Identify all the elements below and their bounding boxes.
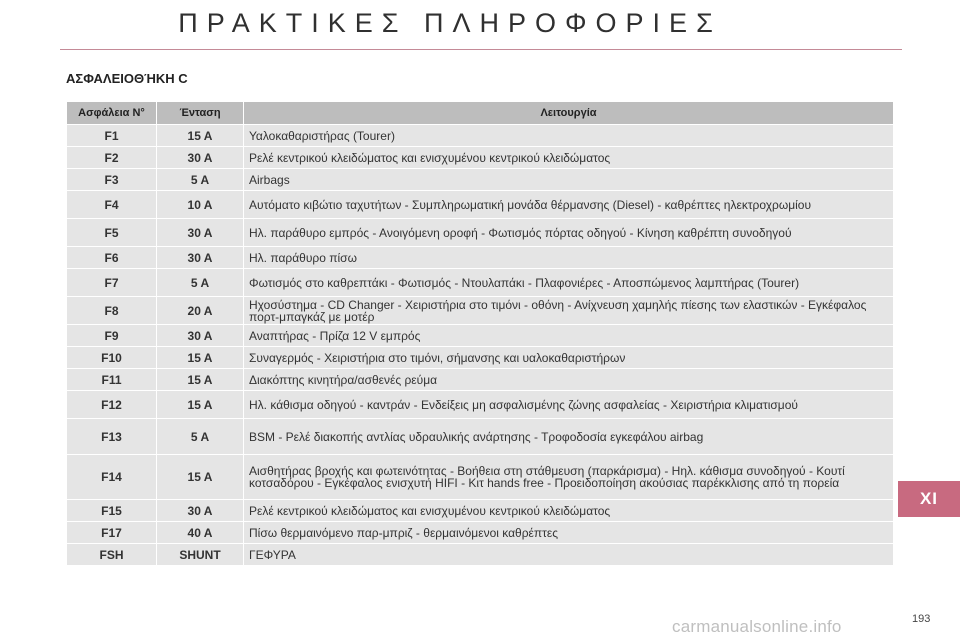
table-row (67, 147, 894, 169)
fuse-number-cell: F7 (67, 269, 157, 297)
fuse-number-cell: F9 (67, 325, 157, 347)
table-row (67, 219, 894, 247)
table-row (67, 544, 894, 566)
function-cell: Φωτισμός στο καθρεπτάκι - Φωτισμός - Ντουλαπάκι - Πλαφονιέρες - Αποσπώμενος λαμπτήρας (Tourer) (244, 269, 894, 297)
function-cell: Συναγερμός - Χειριστήρια στο τιμόνι, σήμανσης και υαλοκαθαριστήρων (244, 347, 894, 369)
chapter-tab-label: XI (919, 489, 939, 508)
fuse-number-cell: F5 (67, 219, 157, 247)
function-cell: ΓΕΦΥΡΑ (244, 544, 894, 566)
function-cell: Αυτόματο κιβώτιο ταχυτήτων - Συμπληρωματική μονάδα θέρμανσης (Diesel) - καθρέπτες ηλεκτροχρωμίου (244, 191, 894, 219)
function-cell: Airbags (244, 169, 894, 191)
function-cell: Πίσω θερμαινόμενο παρ-μπριζ - θερμαινόμενοι καθρέπτες (244, 522, 894, 544)
fuse-number-cell: F1 (67, 125, 157, 147)
amperage-cell: 5 A (157, 169, 244, 191)
amperage-cell: 30 A (157, 147, 244, 169)
amperage-cell: 15 A (157, 347, 244, 369)
amperage-cell: 30 A (157, 325, 244, 347)
function-cell: Ηλ. παράθυρο εμπρός - Ανοιγόμενη οροφή - Φωτισμός πόρτας οδηγού - Κίνηση καθρέπτη συνοδηγού (244, 219, 894, 247)
chapter-tab[interactable] (898, 481, 960, 517)
fuse-number-cell: FSH (67, 544, 157, 566)
fuse-number-cell: F17 (67, 522, 157, 544)
fuse-number-cell: F15 (67, 500, 157, 522)
amperage-cell: 30 A (157, 219, 244, 247)
fuse-number-cell: F10 (67, 347, 157, 369)
page-title: ΠΡΑΚΤΙΚΕΣ ΠΛΗΡΟΦΟΡΙΕΣ (178, 8, 722, 38)
column-header-amperage: Ένταση (157, 102, 244, 125)
function-cell: Ρελέ κεντρικού κλειδώματος και ενισχυμένου κεντρικού κλειδώματος (244, 147, 894, 169)
amperage-cell: 15 A (157, 455, 244, 500)
table-row (67, 269, 894, 297)
function-cell: Ρελέ κεντρικού κλειδώματος και ενισχυμένου κεντρικού κλειδώματος (244, 500, 894, 522)
fuse-table (66, 101, 894, 566)
fuse-number-cell: F8 (67, 297, 157, 325)
table-row (67, 522, 894, 544)
table-row (67, 297, 894, 325)
watermark: carmanualsonline.info (672, 617, 842, 636)
page-number: 193 (912, 613, 931, 625)
table-row (67, 247, 894, 269)
function-cell: BSM - Ρελέ διακοπής αντλίας υδραυλικής ανάρτησης - Τροφοδοσία εγκεφάλου airbag (244, 419, 894, 455)
amperage-cell: 5 A (157, 269, 244, 297)
table-row (67, 325, 894, 347)
table-row (67, 500, 894, 522)
amperage-cell: 40 A (157, 522, 244, 544)
function-cell: Αισθητήρας βροχής και φωτεινότητας - Βοήθεια στη στάθμευση (παρκάρισμα) - Ηηλ. κάθισμα συνοδηγού - Κουτί κοτσαδόρου - Εγκέφαλος ενισχυτή HIFI - Κιτ hands free - Προειδοποίηση ακούσιας παρέκκλισης από τη πορεία (244, 455, 894, 500)
amperage-cell: 15 A (157, 125, 244, 147)
function-cell: Ηλ. παράθυρο πίσω (244, 247, 894, 269)
fuse-number-cell: F6 (67, 247, 157, 269)
fuse-number-cell: F2 (67, 147, 157, 169)
fuse-number-cell: F11 (67, 369, 157, 391)
function-cell: Διακόπτης κινητήρα/ασθενές ρεύμα (244, 369, 894, 391)
fuse-number-cell: F13 (67, 419, 157, 455)
page-header (0, 0, 960, 52)
amperage-cell: 30 A (157, 247, 244, 269)
table-body (67, 125, 894, 566)
column-header-fuse: Ασφάλεια N° (67, 102, 157, 125)
table-row (67, 125, 894, 147)
amperage-cell: SHUNT (157, 544, 244, 566)
amperage-cell: 30 A (157, 500, 244, 522)
table-row (67, 391, 894, 419)
fuse-number-cell: F12 (67, 391, 157, 419)
table-row (67, 347, 894, 369)
section-title: ΑΣΦΑΛΕΙΟΘΉΚΗ C (66, 71, 188, 86)
amperage-cell: 15 A (157, 391, 244, 419)
function-cell: Ηχοσύστημα - CD Changer - Χειριστήρια στο τιμόνι - οθόνη - Ανίχνευση χαμηλής πίεσης των ελαστικών - Εγκέφαλος πορτ-μπαγκάζ με μοτέρ (244, 297, 894, 325)
table-header-row (67, 102, 894, 125)
amperage-cell: 10 A (157, 191, 244, 219)
header-divider (60, 49, 902, 50)
table-row (67, 169, 894, 191)
column-header-function: Λειτουργία (244, 102, 894, 125)
table-row (67, 419, 894, 455)
table-row (67, 455, 894, 500)
fuse-number-cell: F3 (67, 169, 157, 191)
function-cell: Ηλ. κάθισμα οδηγού - καντράν - Ενδείξεις μη ασφαλισμένης ζώνης ασφαλείας - Χειριστήρια κλιματισμού (244, 391, 894, 419)
fuse-number-cell: F4 (67, 191, 157, 219)
table-row (67, 191, 894, 219)
table-row (67, 369, 894, 391)
amperage-cell: 15 A (157, 369, 244, 391)
amperage-cell: 20 A (157, 297, 244, 325)
function-cell: Αναπτήρας - Πρίζα 12 V εμπρός (244, 325, 894, 347)
function-cell: Υαλοκαθαριστήρας (Tourer) (244, 125, 894, 147)
fuse-number-cell: F14 (67, 455, 157, 500)
amperage-cell: 5 A (157, 419, 244, 455)
